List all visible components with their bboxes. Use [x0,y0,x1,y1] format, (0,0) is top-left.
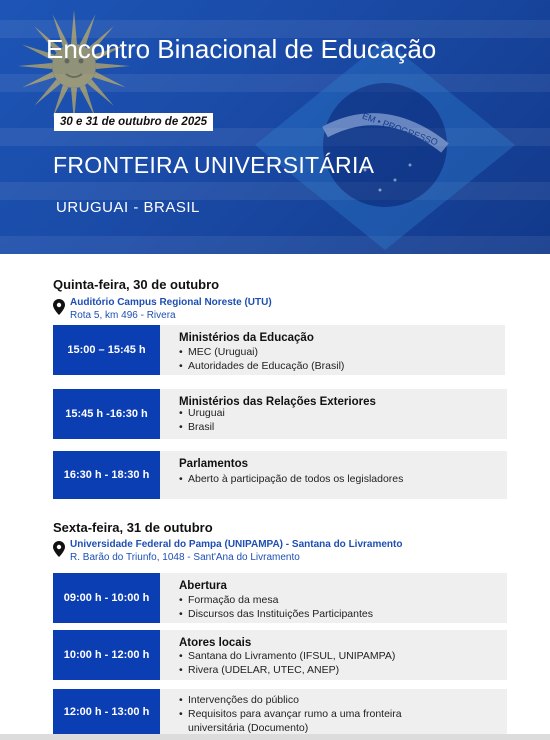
venue-address: R. Barão do Triunfo, 1048 - Sant'Ana do Livramento [70,552,300,563]
list-item: • Requisitos para avançar rumo a uma fronteira [179,707,402,721]
session-items [179,593,373,621]
session-details [160,689,507,734]
list-item: • Aberto à participação de todos os legisladores [179,472,403,486]
session-time: 15:00 – 15:45 h [53,325,160,375]
session-title: Ministérios das Relações Exteriores [179,396,376,408]
list-item: • MEC (Uruguai) [179,345,344,359]
session-title: Parlamentos [179,458,249,470]
session-time: 15:45 h -16:30 h [53,389,160,439]
list-item: • Brasil [179,420,225,434]
venue-name: Universidade Federal do Pampa (UNIPAMPA) - Santana do Livramento [70,539,403,550]
flag-motto: EM • PROGRESSO [360,110,440,148]
session-items [179,649,395,677]
list-item: • Autoridades de Educação (Brasil) [179,359,344,373]
list-item: • Discursos das Instituições Participantes [179,607,373,621]
list-item: • Formação da mesa [179,593,373,607]
event-date-badge: 30 e 31 de outubro de 2025 [54,113,213,131]
sun-of-may-icon [14,6,134,126]
session-items [179,345,344,373]
event-title: Encontro Binacional de Educação [46,34,437,64]
session-time: 10:00 h - 12:00 h [53,630,160,680]
session-items [179,693,402,735]
venue-name: Auditório Campus Regional Noreste (UTU) [70,297,272,308]
session-time: 09:00 h - 10:00 h [53,573,160,623]
list-item: universitária (Documento) [188,722,309,734]
session-time: 16:30 h - 18:30 h [53,451,160,499]
day-title: Quinta-feira, 30 de outubro [53,277,220,292]
session-title: Abertura [179,580,227,592]
event-subheading: URUGUAI - BRASIL [56,199,200,216]
list-item: • Rivera (UDELAR, UTEC, ANEP) [179,663,395,677]
viewer-bottom-bar [0,734,550,740]
session-details [160,389,507,439]
session-items [179,406,225,434]
session-time: 12:00 h - 13:00 h [53,689,160,734]
day-title: Sexta-feira, 31 de outubro [53,520,213,535]
session-title: Atores locais [179,637,252,649]
event-banner [0,0,550,254]
session-details [160,325,505,375]
session-title: Ministérios da Educação [179,332,314,344]
list-item: • Uruguai [179,406,225,420]
brazil-flag-icon [255,40,515,250]
session-items [179,472,403,486]
list-item: • Santana do Livramento (IFSUL, UNIPAMPA) [179,649,395,663]
session-details [160,630,507,680]
event-heading: FRONTEIRA UNIVERSITÁRIA [53,152,375,178]
session-details [160,451,507,499]
venue-address: Rota 5, km 496 - Rivera [70,310,176,321]
list-item: • Intervenções do público [179,693,402,707]
location-pin-icon [53,541,65,557]
session-details [160,573,507,623]
location-pin-icon [53,299,65,315]
